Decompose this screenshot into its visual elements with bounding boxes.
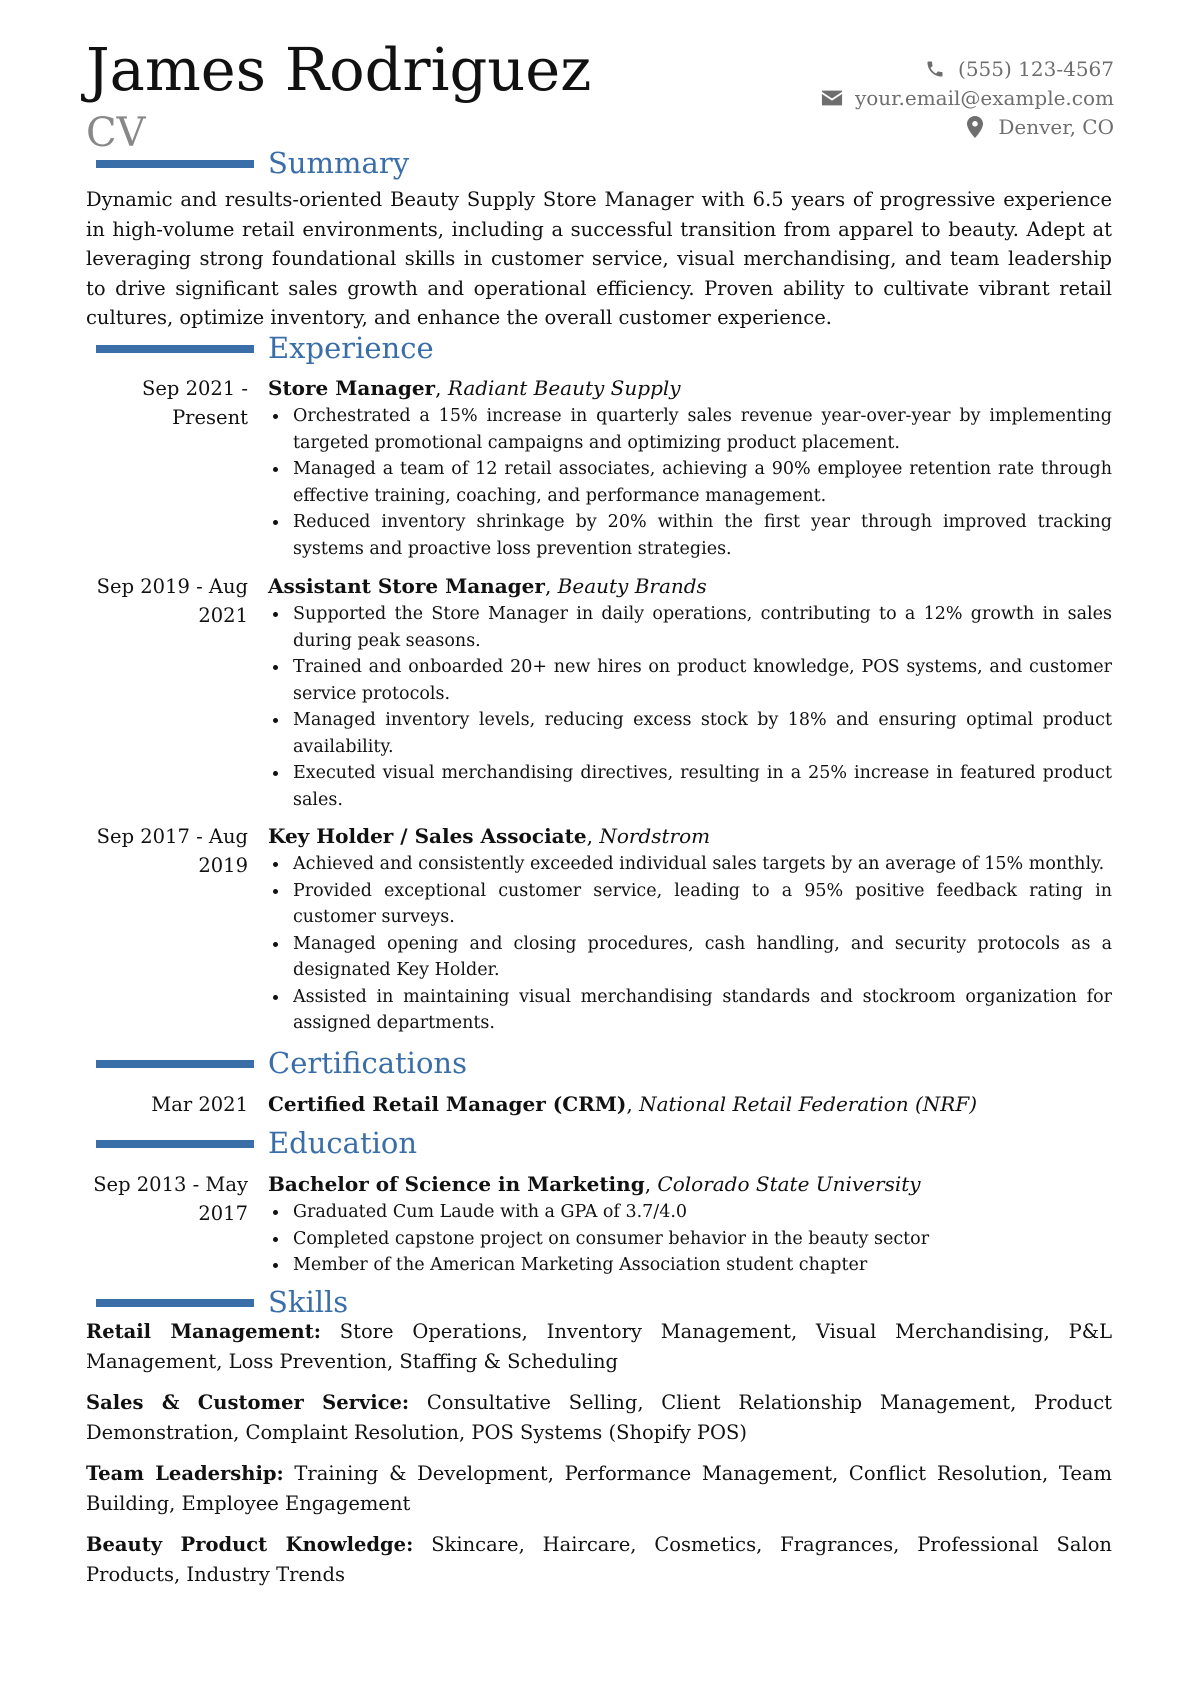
employer: Nordstrom [599, 824, 711, 848]
list-item: Managed opening and closing procedures, cash handling, and security protocols as a designated Key Holder. [268, 931, 1112, 984]
entry-heading: Assistant Store Manager, Beauty Brands [268, 574, 707, 598]
section-heading-skills [0, 1285, 1190, 1321]
email-text: your.email@example.com [854, 85, 1114, 110]
document-subtitle: CV [86, 110, 146, 156]
bullet-list [268, 851, 1112, 1037]
contact-block [821, 54, 1114, 141]
contact-email[interactable] [821, 83, 1114, 112]
skill-list: Training & Development, Performance Management, Conflict Resolution, Team Building, Employee Engagement [86, 1462, 1112, 1515]
entry-body [268, 374, 1112, 562]
envelope-icon [821, 87, 843, 109]
employer: Beauty Brands [557, 574, 707, 598]
bullet-list [268, 601, 1112, 813]
skill-category: Team Leadership: [86, 1462, 284, 1485]
bullet-list [268, 1199, 1112, 1279]
skill-group [86, 1459, 1112, 1518]
phone-text: (555) 123-4567 [958, 56, 1114, 81]
skill-category: Retail Management: [86, 1320, 321, 1343]
section-heading-experience [0, 331, 1190, 367]
degree: Bachelor of Science in Marketing [268, 1172, 645, 1196]
section-title: Certifications [268, 1046, 467, 1080]
issuer: National Retail Federation (NRF) [639, 1092, 978, 1116]
section-bar [96, 1299, 254, 1307]
entry-heading: Store Manager, Radiant Beauty Supply [268, 376, 681, 400]
map-marker-icon [964, 116, 986, 138]
entry-heading: Key Holder / Sales Associate, Nordstrom [268, 824, 711, 848]
skill-group [86, 1530, 1112, 1589]
list-item: Executed visual merchandising directives, resulting in a 25% increase in featured product sales. [268, 760, 1112, 813]
list-item: Trained and onboarded 20+ new hires on product knowledge, POS systems, and customer service protocols. [268, 654, 1112, 707]
entry-body [268, 1090, 1112, 1119]
job-title: Assistant Store Manager [268, 574, 545, 598]
list-item: Managed a team of 12 retail associates, achieving a 90% employee retention rate through effective training, coaching, and performance management. [268, 456, 1112, 509]
job-title: Store Manager [268, 376, 436, 400]
section-bar [96, 345, 254, 353]
job-title: Key Holder / Sales Associate [268, 824, 587, 848]
section-title: Education [268, 1126, 418, 1160]
section-heading-summary [0, 146, 1190, 182]
contact-location [821, 112, 1114, 141]
candidate-name: James Rodriguez [86, 35, 592, 104]
list-item: Reduced inventory shrinkage by 20% within the first year through improved tracking systems and proactive loss prevention strategies. [268, 509, 1112, 562]
skill-list: Consultative Selling, Client Relationship Management, Product Demonstration, Complaint Resolution, POS Systems (Shopify POS) [86, 1391, 1112, 1444]
skill-group [86, 1317, 1112, 1376]
section-heading-education [0, 1126, 1190, 1162]
section-heading-certifications [0, 1046, 1190, 1082]
section-title: Summary [268, 146, 410, 180]
section-title: Experience [268, 331, 434, 365]
entry-heading: Bachelor of Science in Marketing, Colorado State University [268, 1172, 921, 1196]
list-item: Member of the American Marketing Association student chapter [268, 1252, 1112, 1279]
skill-category: Beauty Product Knowledge: [86, 1533, 414, 1556]
list-item: Managed inventory levels, reducing excess stock by 18% and ensuring optimal product availability. [268, 707, 1112, 760]
entry-date: Sep 2017 - Aug 2019 [96, 825, 248, 877]
institution: Colorado State University [657, 1172, 921, 1196]
bullet-list [268, 403, 1112, 562]
list-item: Graduated Cum Laude with a GPA of 3.7/4.0 [268, 1199, 1112, 1226]
employer: Radiant Beauty Supply [447, 376, 681, 400]
skill-group [86, 1388, 1112, 1447]
entry-body [268, 1170, 1112, 1279]
summary-text: Dynamic and results-oriented Beauty Supply Store Manager with 6.5 years of progressive experience in high-volume retail environments, including a successful transition from apparel to beauty. Adept at leveraging strong foundational skills in customer service, visual merchandising, and team leadership to drive significant sales growth and operational efficiency. Proven ability to cultivate vibrant retail cultures, optimize inventory, and enhance the overall customer experience. [86, 188, 1112, 329]
entry-heading: Certified Retail Manager (CRM), National Retail Federation (NRF) [268, 1092, 978, 1116]
skill-list: Store Operations, Inventory Management, Visual Merchandising, P&L Management, Loss Prevention, Staffing & Scheduling [86, 1320, 1113, 1373]
contact-phone[interactable] [821, 54, 1114, 83]
entry-date: Sep 2019 - Aug 2021 [96, 575, 248, 627]
list-item: Orchestrated a 15% increase in quarterly sales revenue year-over-year by implementing targeted promotional campaigns and optimizing product placement. [268, 403, 1112, 456]
certification-name: Certified Retail Manager (CRM) [268, 1092, 627, 1116]
entry-body [268, 822, 1112, 1037]
section-title: Skills [268, 1285, 349, 1319]
list-item: Completed capstone project on consumer behavior in the beauty sector [268, 1226, 1112, 1253]
list-item: Achieved and consistently exceeded individual sales targets by an average of 15% monthly. [268, 851, 1112, 878]
entry-date: Mar 2021 [151, 1093, 248, 1116]
phone-icon [924, 58, 946, 80]
entry-date: Sep 2021 - Present [142, 377, 248, 429]
section-bar [96, 1060, 254, 1068]
section-bar [96, 1140, 254, 1148]
skill-list: Skincare, Haircare, Cosmetics, Fragrances, Professional Salon Products, Industry Trends [86, 1533, 1112, 1586]
list-item: Provided exceptional customer service, leading to a 95% positive feedback rating in customer surveys. [268, 878, 1112, 931]
skill-category: Sales & Customer Service: [86, 1391, 410, 1414]
entry-date: Sep 2013 - May 2017 [93, 1173, 248, 1225]
location-text: Denver, CO [998, 114, 1114, 139]
section-bar [96, 160, 254, 168]
entry-body [268, 572, 1112, 813]
list-item: Assisted in maintaining visual merchandising standards and stockroom organization for assigned departments. [268, 984, 1112, 1037]
list-item: Supported the Store Manager in daily operations, contributing to a 12% growth in sales during peak seasons. [268, 601, 1112, 654]
